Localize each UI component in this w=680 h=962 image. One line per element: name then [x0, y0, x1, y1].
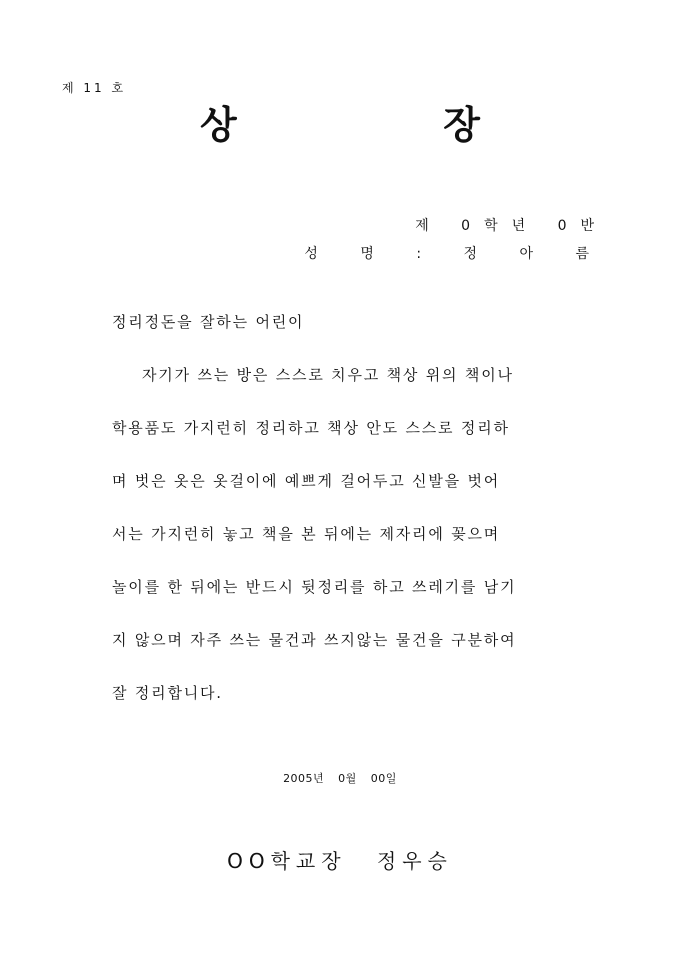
award-body-line-6: 지 않으며 자주 쓰는 물건과 쓰지않는 물건을 구분하여 — [112, 631, 517, 649]
recipient-name-line — [304, 240, 608, 268]
award-title — [200, 99, 480, 151]
award-date: 2005년 0월 00일 — [283, 772, 397, 785]
award-body — [112, 296, 582, 720]
recipient-class-line — [304, 212, 608, 240]
award-body-line-3: 며 벗은 옷은 옷걸이에 예쁘게 걸어두고 신발을 벗어 — [112, 472, 501, 490]
award-body-line-2: 학용품도 가지런히 정리하고 책상 안도 스스로 정리하 — [112, 419, 510, 437]
recipient-name: 성 명 : 정 아 름 — [304, 246, 608, 262]
principal-signature: OO학교장 정우승 — [227, 849, 453, 873]
recipient-class: 제 0학년 0반 — [415, 218, 608, 234]
award-body-line-1: 자기가 쓰는 방은 스스로 치우고 책상 위의 책이나 — [142, 366, 514, 384]
award-heading: 정리정돈을 잘하는 어린이 — [112, 313, 305, 331]
award-body-line-7: 잘 정리합니다. — [112, 684, 223, 702]
award-title-char-2: 장 — [443, 103, 480, 147]
award-title-char-1: 상 — [200, 103, 237, 147]
award-body-line-5: 놀이를 한 뒤에는 반드시 뒷정리를 하고 쓰레기를 남기 — [112, 578, 517, 596]
award-body-line-4: 서는 가지런히 놓고 책을 본 뒤에는 제자리에 꽂으며 — [112, 525, 501, 543]
award-number: 제 11 호 — [62, 81, 127, 95]
recipient-block — [304, 212, 608, 268]
